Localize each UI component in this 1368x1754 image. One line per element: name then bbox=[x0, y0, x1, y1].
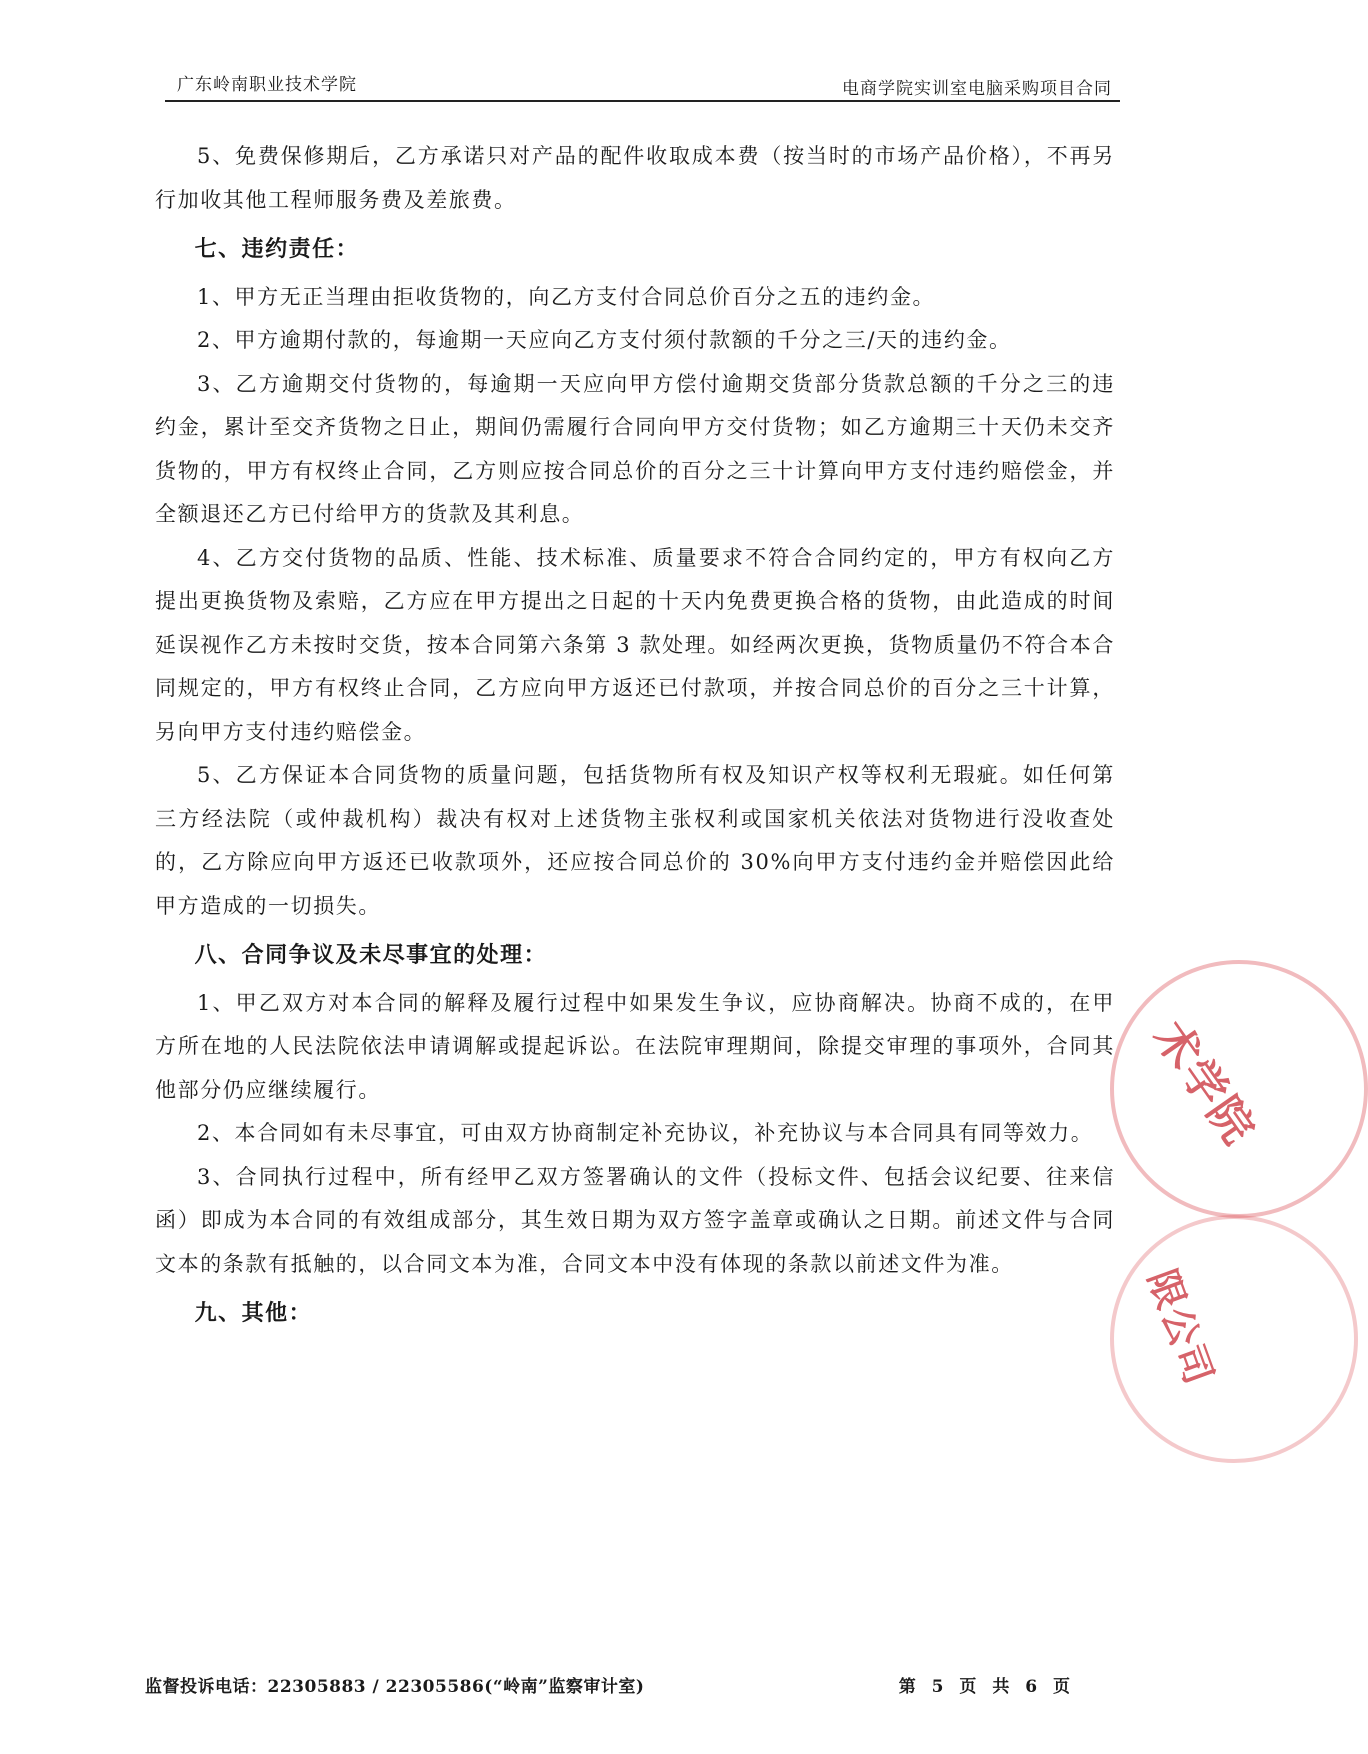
liability-clause-1: 1、甲方无正当理由拒收货物的，向乙方支付合同总价百分之五的违约金。 bbox=[197, 284, 936, 309]
company-seal-stamp bbox=[1110, 1215, 1358, 1463]
school-seal-text: 术学院 bbox=[1143, 1012, 1265, 1155]
document-body bbox=[155, 135, 1115, 1340]
page-number: 第 5 页 共 6 页 bbox=[898, 1677, 1075, 1697]
header-institution: 广东岭南职业技术学院 bbox=[177, 75, 357, 95]
warranty-clause-5: 5、免费保修期后，乙方承诺只对产品的配件收取成本费（按当时的市场产品价格），不再另行加收其他工程师服务费及差旅费。 bbox=[155, 144, 1115, 212]
school-seal-stamp bbox=[1110, 960, 1368, 1218]
liability-clause-3: 3、乙方逾期交付货物的，每逾期一天应向甲方偿付逾期交货部分货款总额的千分之三的违约金，累计至交齐货物之日止，期间仍需履行合同向甲方交付货物；如乙方逾期三十天仍未交齐货物的，甲方有权终止合同，乙方则应按合同总价的百分之三十计算向甲方支付违约赔偿金，并全额退还乙方已付给甲方的货款及其利息。 bbox=[155, 371, 1115, 526]
header-contract-title: 电商学院实训室电脑采购项目合同 bbox=[842, 79, 1112, 99]
liability-clause-5: 5、乙方保证本合同货物的质量问题，包括货物所有权及知识产权等权利无瑕疵。如任何第三方经法院（或仲裁机构）裁决有权对上述货物主张权利或国家机关依法对货物进行没收查处的，乙方除应向甲方返还已收款项外，还应按合同总价的 30%向甲方支付违约金并赔偿因此给甲方造成的一切损失。 bbox=[155, 763, 1115, 918]
page-footer bbox=[145, 1672, 1075, 1702]
section-heading-other: 九、其他： bbox=[194, 1300, 313, 1326]
dispute-clause-3: 3、合同执行过程中，所有经甲乙双方签署确认的文件（投标文件、包括会议纪要、往来信函）即成为本合同的有效组成部分，其生效日期为双方签字盖章或确认之日期。前述文件与合同文本的条款有抵触的，以合同文本为准，合同文本中没有体现的条款以前述文件为准。 bbox=[155, 1164, 1115, 1276]
section-heading-disputes: 八、合同争议及未尽事宜的处理： bbox=[194, 942, 548, 968]
company-seal-text: 限公司 bbox=[1139, 1263, 1223, 1392]
liability-clause-2: 2、甲方逾期付款的，每逾期一天应向乙方支付须付款额的千分之三/天的违约金。 bbox=[197, 328, 1012, 352]
liability-clause-4: 4、乙方交付货物的品质、性能、技术标准、质量要求不符合合同约定的，甲方有权向乙方提出更换货物及索赔，乙方应在甲方提出之日起的十天内免费更换合格的货物，由此造成的时间延误视作乙方未按时交货，按本合同第六条第 3 款处理。如经两次更换，货物质量仍不符合本合同规定的，甲方有权终止合同，乙方应向甲方返还已付款项，并按合同总价的百分之三十计算，另向甲方支付违约赔偿金。 bbox=[155, 545, 1115, 744]
dispute-clause-1: 1、甲乙双方对本合同的解释及履行过程中如果发生争议，应协商解决。协商不成的，在甲方所在地的人民法院依法申请调解或提起诉讼。在法院审理期间，除提交审理的事项外，合同其他部分仍应继续履行。 bbox=[155, 990, 1115, 1102]
dispute-clause-2: 2、本合同如有未尽事宜，可由双方协商制定补充协议，补充协议与本合同具有同等效力。 bbox=[197, 1121, 1094, 1145]
section-heading-liability: 七、违约责任： bbox=[194, 236, 360, 262]
complaint-hotline: 监督投诉电话：22305883 / 22305586(“岭南”监察审计室) bbox=[145, 1677, 645, 1697]
page-header bbox=[165, 62, 1120, 102]
